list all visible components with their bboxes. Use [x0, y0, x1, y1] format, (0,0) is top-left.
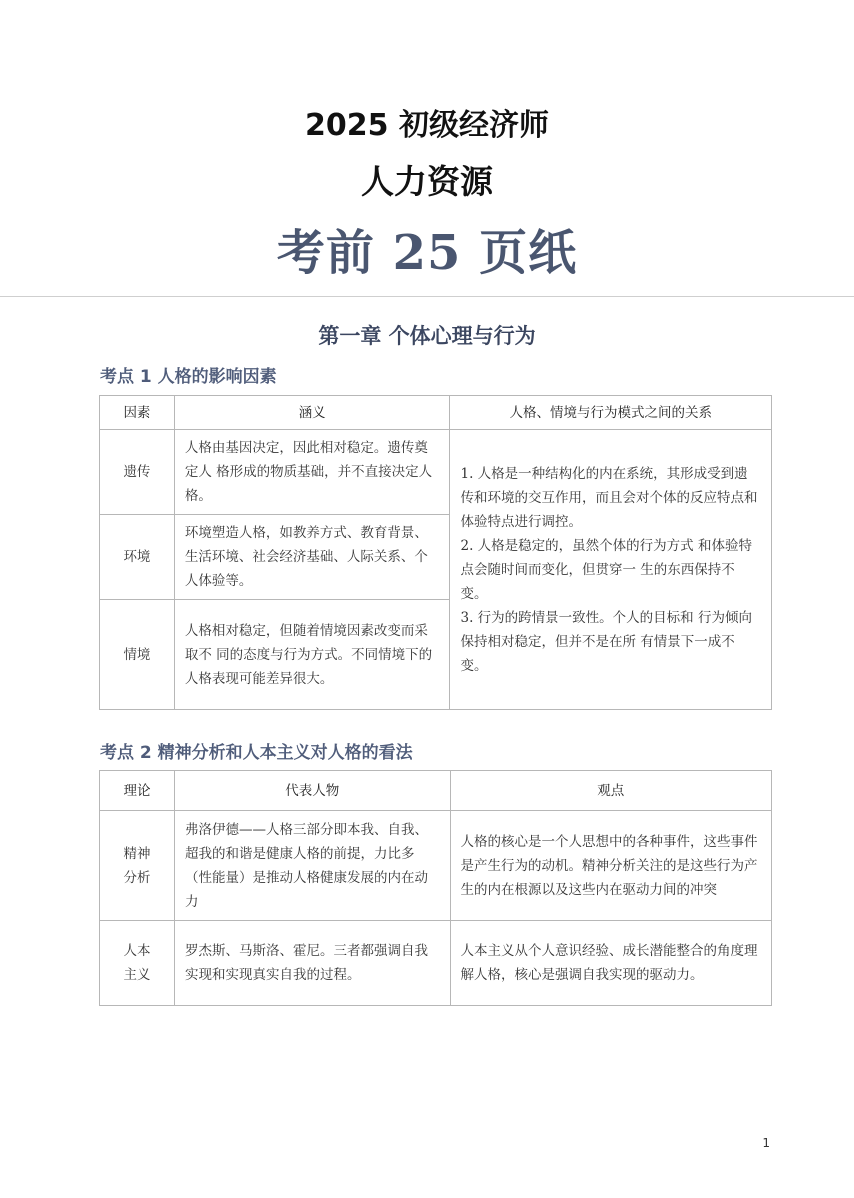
page-number: 1 [762, 1136, 770, 1150]
meaning-cell: 环境塑造人格，如教养方式、教育背景、生活环境、社会经济基础、人际关系、个人体验等。 [174, 515, 450, 600]
table-row [100, 811, 772, 921]
people-cell: 罗杰斯、马斯洛、霍尼。三者都强调自我实现和实现真实自我的过程。 [174, 921, 450, 1006]
relation-point-1: 1. 人格是一种结构化的内在系统，其形成受到遗传和环境的交互作用，而且会对个体的反应特点和体验特点进行调控。 [460, 465, 758, 530]
chapter-heading: 第一章 个体心理与行为 [318, 323, 536, 348]
col-header-factor: 因素 [100, 396, 175, 430]
doc-title-subject: 人力资源 [361, 162, 493, 201]
view-cell: 人格的核心是一个人思想中的各种事件，这些事件是产生行为的动机。精神分析关注的是这些行为产生的内在根源以及这些内在驱动力间的冲突 [450, 811, 771, 921]
meaning-cell: 人格由基因决定，因此相对稳定。遗传奠定人 格形成的物质基础，并不直接决定人格。 [174, 430, 450, 515]
header-divider [0, 296, 854, 297]
relation-point-3: 3. 行为的跨情景一致性。个人的目标和 行为倾向保持相对稳定，但并不是在所 有情景下一成不变。 [460, 609, 752, 674]
table-header-row [100, 396, 772, 430]
view-cell: 人本主义从个人意识经验、成长潜能整合的角度理解人格，核心是强调自我实现的驱动力。 [450, 921, 771, 1006]
table-row [100, 430, 772, 515]
section-heading-1: 考点 1 人格的影响因素 [100, 367, 277, 387]
col-header-relation: 人格、情境与行为模式之间的关系 [450, 396, 772, 430]
factor-cell: 情境 [100, 600, 175, 710]
theory-cell: 人本主义 [100, 921, 175, 1006]
factor-cell: 遗传 [100, 430, 175, 515]
col-header-meaning: 涵义 [174, 396, 450, 430]
table-header-row [100, 771, 772, 811]
doc-title-main: 考前 25 页纸 [276, 225, 578, 281]
people-cell: 弗洛伊德——人格三部分即本我、自我、超我的和谐是健康人格的前提，力比多（性能量）是推动人格健康发展的内在动力 [174, 811, 450, 921]
theory-cell: 精神分析 [100, 811, 175, 921]
personality-factors-table [99, 395, 772, 710]
col-header-theory: 理论 [100, 771, 175, 811]
col-header-people: 代表人物 [174, 771, 450, 811]
section-heading-2: 考点 2 精神分析和人本主义对人格的看法 [100, 743, 413, 763]
col-header-view: 观点 [450, 771, 771, 811]
table-row [100, 921, 772, 1006]
relation-point-2: 2. 人格是稳定的，虽然个体的行为方式 和体验特点会随时间而变化，但贯穿一 生的东西保持不变。 [460, 537, 752, 602]
theories-table [99, 770, 772, 1006]
doc-title-exam: 2025 初级经济师 [305, 108, 549, 143]
factor-cell: 环境 [100, 515, 175, 600]
meaning-cell: 人格相对稳定，但随着情境因素改变而采取不 同的态度与行为方式。不同情境下的人格表现可能差异很大。 [174, 600, 450, 710]
relation-cell [450, 430, 772, 710]
